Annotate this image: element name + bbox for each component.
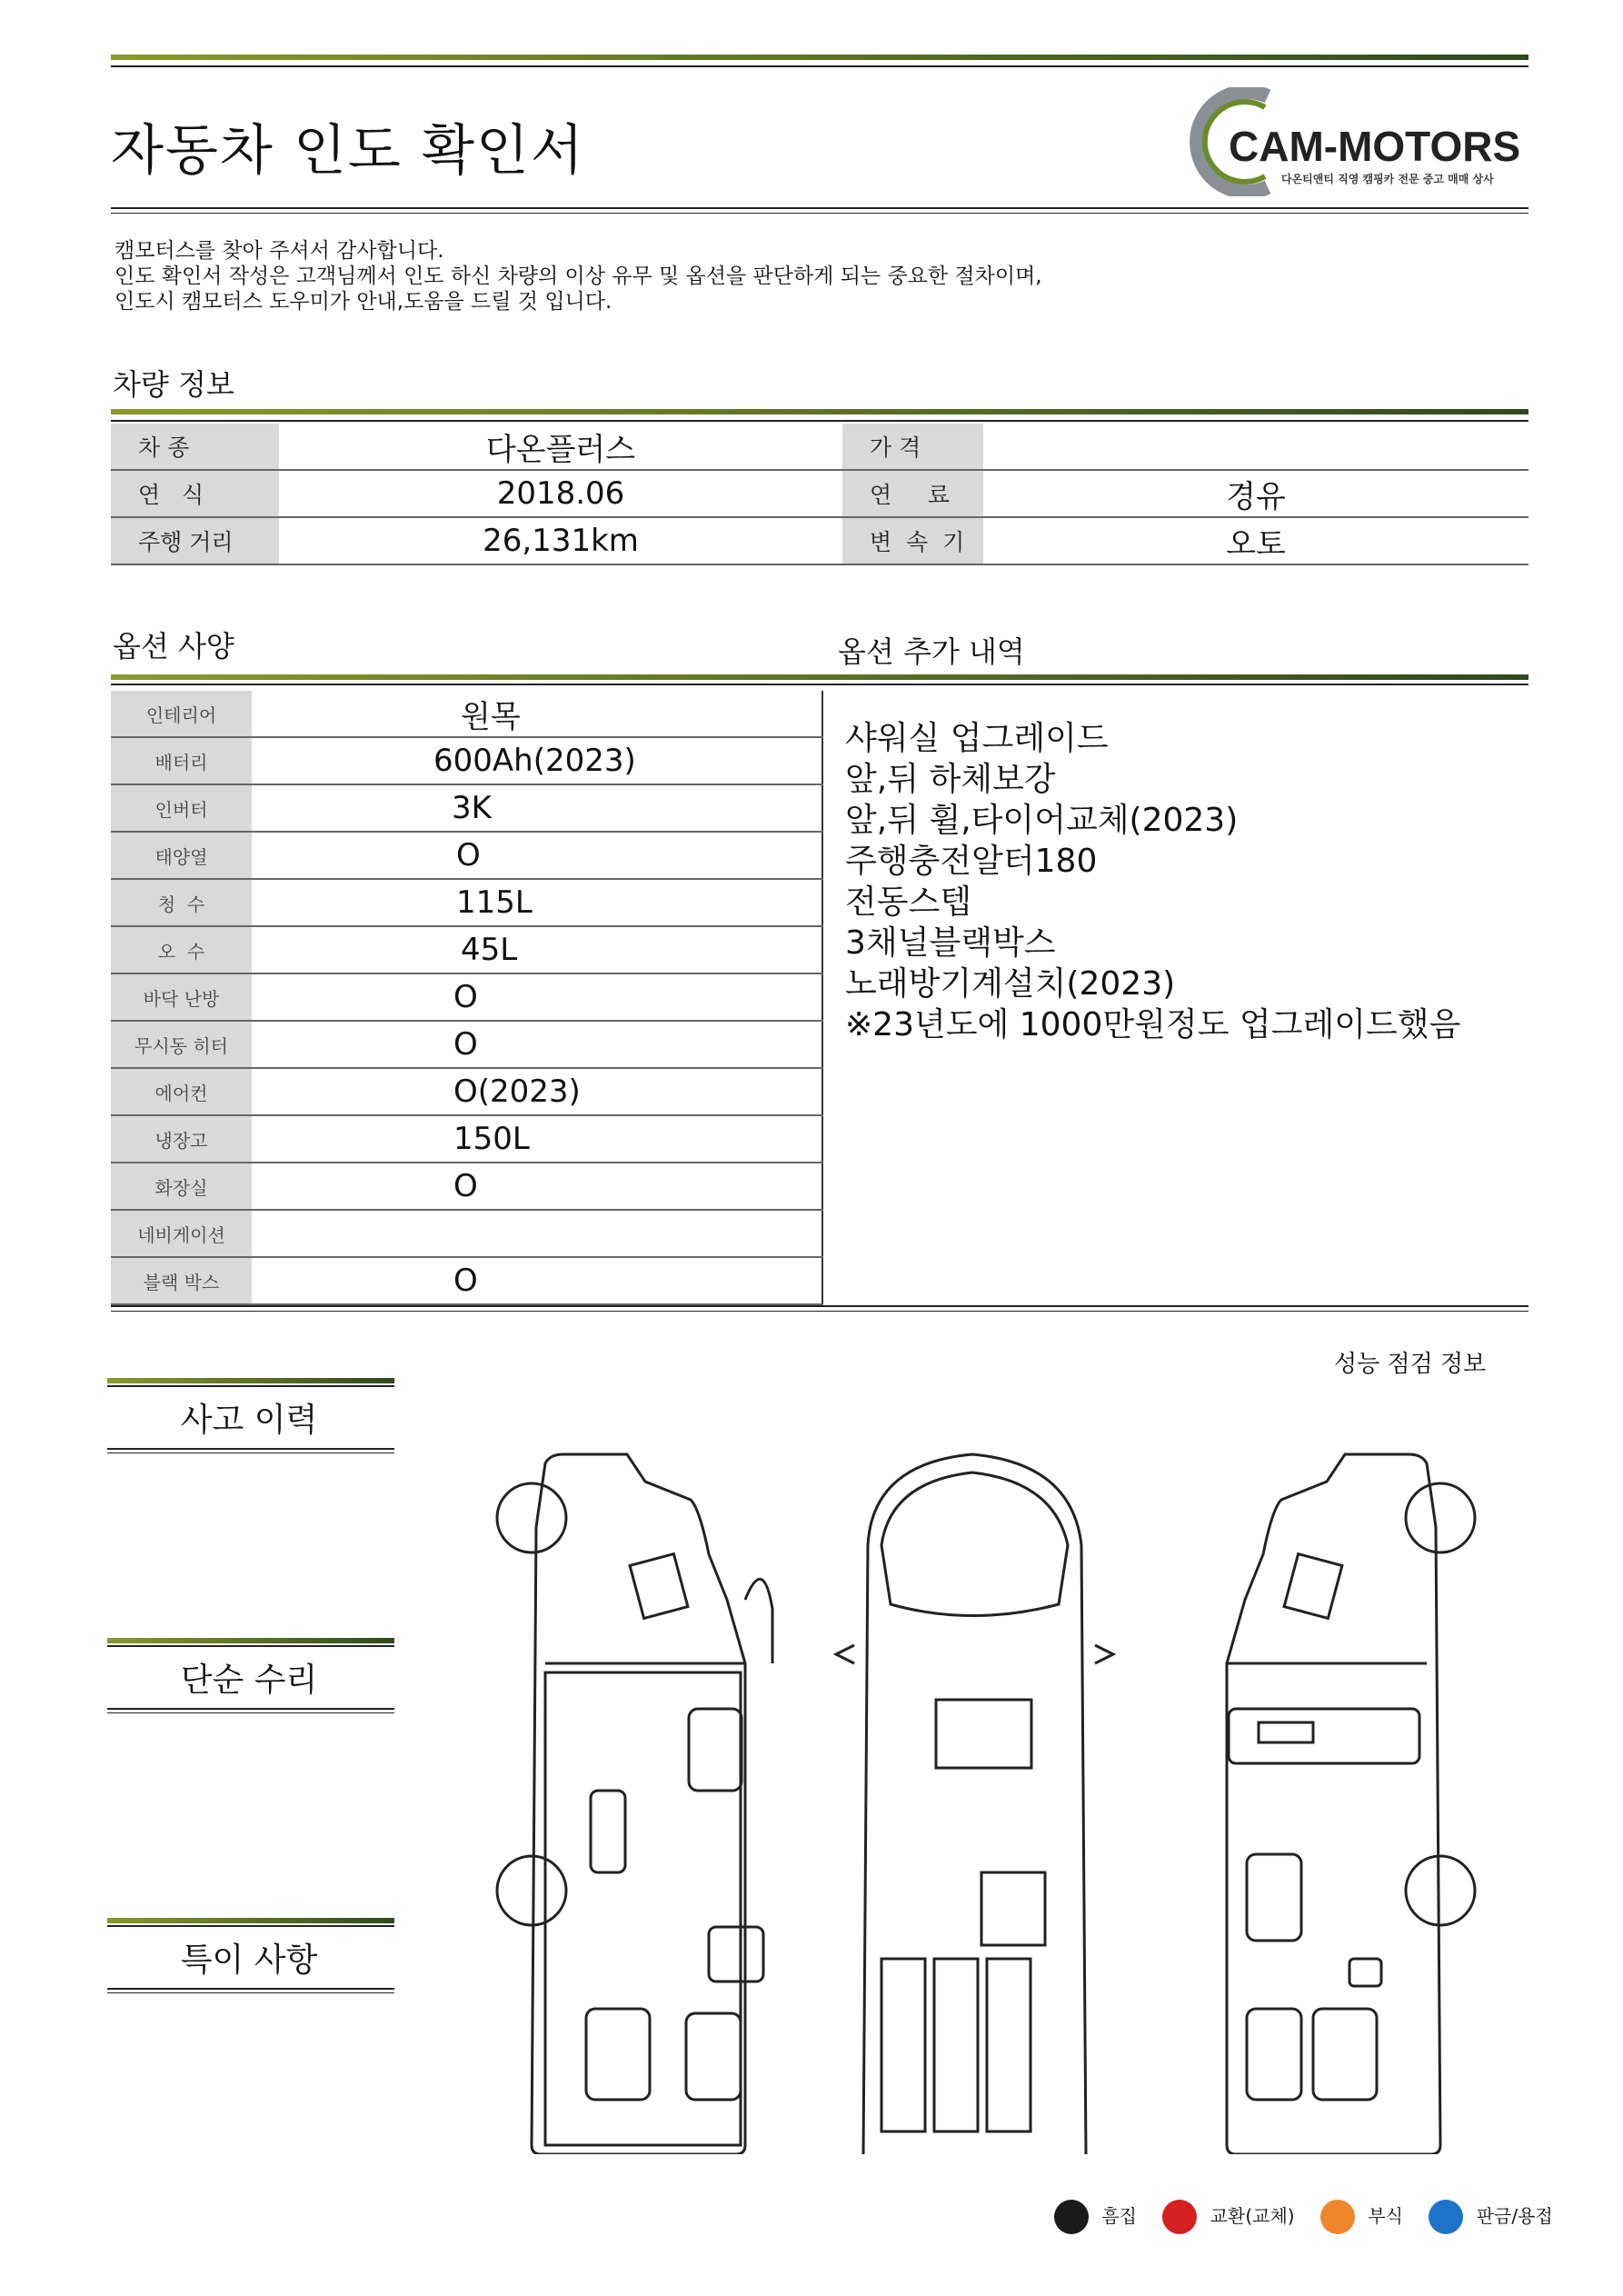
vehicle-label: 가 격 (842, 424, 983, 470)
panel-weld-dot-icon (1429, 2200, 1463, 2234)
section-label: 사고 이력 (180, 1402, 318, 1439)
document-title: 자동차 인도 확인서 (111, 119, 585, 183)
table-row (111, 517, 1528, 564)
right-side-view (1227, 1454, 1475, 2154)
option-value: O(2023) (252, 1068, 822, 1115)
intro-text (115, 238, 1042, 314)
table-row (111, 926, 822, 973)
vehicle-value (983, 424, 1528, 470)
table-row (111, 1115, 822, 1163)
option-value: O (252, 1257, 822, 1304)
option-label: 태양열 (111, 832, 252, 879)
list-item: 앞,뒤 하체보강 (845, 761, 1056, 798)
option-value: O (252, 1021, 822, 1068)
section-simple-repair (107, 1638, 394, 1713)
option-label: 인버터 (111, 784, 252, 832)
section-label: 단순 수리 (180, 1662, 318, 1699)
options-accent-bar (111, 674, 1528, 680)
options-bottom-rule (111, 1305, 1528, 1307)
top-rule (111, 65, 1528, 67)
option-value: 45L (252, 926, 822, 973)
option-value: O (252, 973, 822, 1021)
list-item: 전동스텝 (845, 883, 972, 921)
option-label: 청 수 (111, 879, 252, 926)
replacement-dot-icon (1162, 2200, 1197, 2234)
option-label: 무시동 히터 (111, 1021, 252, 1068)
left-side-view (497, 1454, 772, 2154)
section-label: 특이 사항 (180, 1942, 318, 1979)
option-label: 냉장고 (111, 1115, 252, 1163)
table-row (111, 424, 1528, 470)
vehicle-value: 2018.06 (279, 470, 842, 517)
intro-line: 인도 확인서 작성은 고객님께서 인도 하신 차량의 이상 유무 및 옵션을 판단하게 되는 중요한 절차이며, (115, 265, 1042, 288)
options-bottom-rule-2 (111, 1311, 1528, 1312)
options-rule (111, 684, 1528, 685)
vehicle-value: 경유 (983, 470, 1528, 517)
header-rule-1 (111, 207, 1528, 209)
vehicle-label: 차 종 (111, 424, 279, 470)
vehicle-accent-bar (111, 409, 1528, 414)
vehicle-table (111, 424, 1528, 565)
option-value: O (252, 1163, 822, 1210)
option-label: 배터리 (111, 737, 252, 784)
vehicle-value: 오토 (983, 517, 1528, 564)
vehicle-label: 연 료 (842, 470, 983, 517)
section-accident (107, 1378, 394, 1453)
option-label: 블랙 박스 (111, 1257, 252, 1304)
options-table (111, 691, 823, 1305)
table-row (111, 1021, 822, 1068)
table-row (111, 691, 822, 737)
table-row (111, 1210, 822, 1257)
option-label: 인테리어 (111, 691, 252, 737)
table-row (111, 470, 1528, 517)
legend-label: 흠집 (1101, 2204, 1137, 2227)
vehicle-label: 연 식 (111, 470, 279, 517)
damage-legend (1054, 2200, 1553, 2234)
vehicle-label: 주행 거리 (111, 517, 279, 564)
intro-line: 인도시 캠모터스 도우미가 안내,도움을 드릴 것 입니다. (115, 290, 612, 314)
corrosion-dot-icon (1320, 2200, 1355, 2234)
table-row (111, 1163, 822, 1210)
list-item: 3채널블랙박스 (845, 924, 1056, 962)
option-label: 네비게이션 (111, 1210, 252, 1257)
table-row (111, 1257, 822, 1304)
list-item: 앞,뒤 휠,타이어교체(2023) (845, 802, 1239, 839)
list-item: 샤워실 업그레이드 (845, 720, 1109, 757)
option-label: 화장실 (111, 1163, 252, 1210)
table-row (111, 784, 822, 832)
vehicle-rule (111, 420, 1528, 422)
section-special-notes (107, 1918, 394, 1993)
option-label: 오 수 (111, 926, 252, 973)
cam-motors-logo (1181, 87, 1536, 196)
option-value: 150L (252, 1115, 822, 1163)
list-item: 노래방기계설치(2023) (845, 965, 1176, 1003)
option-value: 115L (252, 879, 822, 926)
logo-tagline: 다온티앤티 직영 캠핑카 전문 중고 매매 상사 (1281, 173, 1494, 185)
legend-label: 교환(교체) (1210, 2204, 1295, 2227)
logo-name: CAM-MOTORS (1229, 123, 1521, 170)
top-view (836, 1454, 1113, 2154)
options-add-title: 옵션 추가 내역 (838, 634, 1025, 669)
vehicle-label: 변 속 기 (842, 517, 983, 564)
option-label: 에어컨 (111, 1068, 252, 1115)
intro-line: 캠모터스를 찾아 주셔서 감사합니다. (115, 239, 444, 263)
vehicle-diagram (491, 1445, 1490, 2154)
vehicle-section-title: 차량 정보 (113, 367, 234, 402)
options-section-title: 옵션 사양 (113, 629, 234, 664)
inspection-title: 성능 점검 정보 (1334, 1351, 1487, 1378)
header-rule-2 (111, 213, 1528, 214)
option-value: O (252, 832, 822, 879)
list-item: ※23년도에 1000만원정도 업그레이드했음 (845, 1006, 1461, 1043)
legend-label: 부식 (1368, 2204, 1403, 2227)
list-item: 주행충전알터180 (845, 843, 1098, 880)
top-accent-bar (111, 55, 1528, 60)
table-row (111, 737, 822, 784)
table-row (111, 1068, 822, 1115)
scratch-dot-icon (1054, 2200, 1089, 2234)
legend-label: 판금/용접 (1476, 2204, 1553, 2227)
vehicle-value: 다온플러스 (279, 424, 842, 470)
option-value: 3K (252, 784, 822, 832)
option-value: 600Ah(2023) (252, 737, 822, 784)
option-label: 바닥 난방 (111, 973, 252, 1021)
table-row (111, 832, 822, 879)
option-value (252, 1210, 822, 1257)
option-additions-list (845, 718, 1460, 1045)
table-row (111, 973, 822, 1021)
table-row (111, 879, 822, 926)
option-value: 원목 (252, 691, 822, 737)
vehicle-value: 26,131km (279, 517, 842, 564)
